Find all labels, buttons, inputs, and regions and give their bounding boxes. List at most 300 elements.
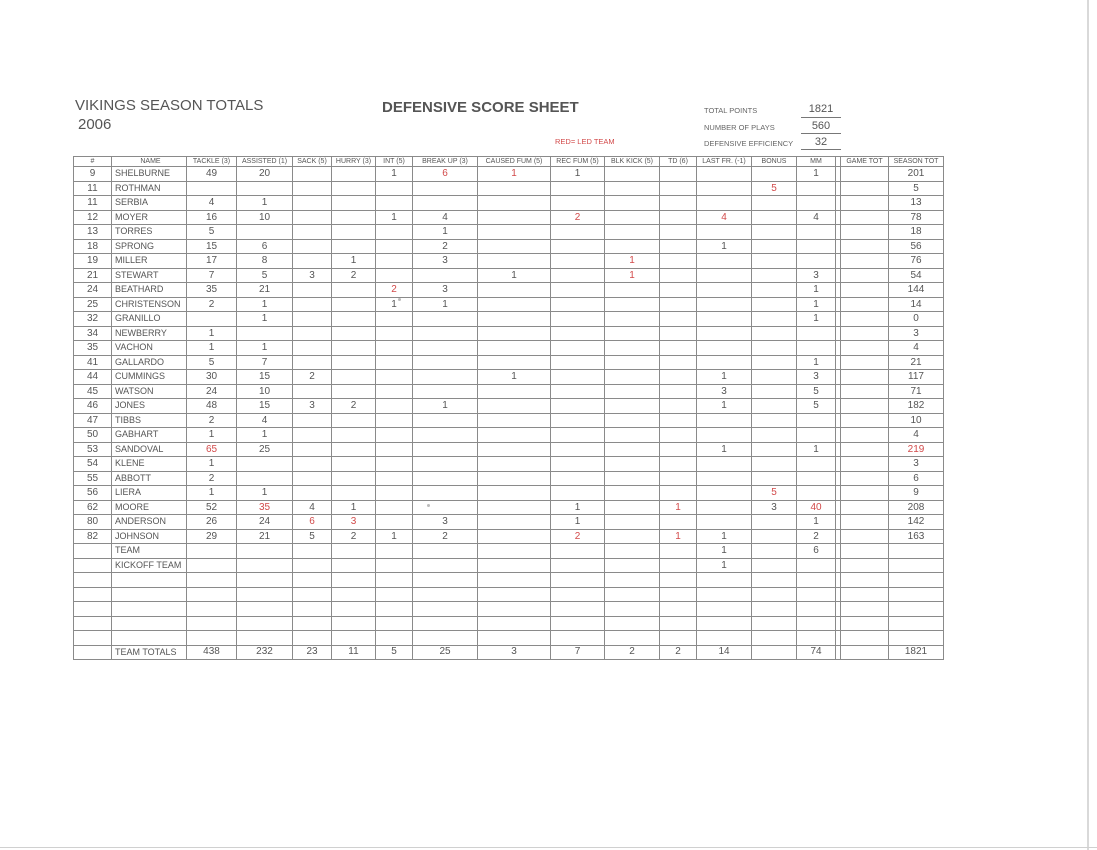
stat-cell: 24 <box>187 384 237 399</box>
stat-cell <box>332 341 376 356</box>
stat-cell <box>752 442 797 457</box>
stat-cell: 21 <box>237 283 293 298</box>
stat-cell: 2 <box>332 268 376 283</box>
stat-cell: 53 <box>74 442 112 457</box>
stat-cell <box>478 529 551 544</box>
stat-cell <box>551 413 605 428</box>
empty-cell <box>413 616 478 631</box>
empty-cell <box>413 631 478 646</box>
stat-cell <box>293 297 332 312</box>
stat-cell <box>293 312 332 327</box>
stat-cell <box>841 428 889 443</box>
stat-cell <box>605 370 660 385</box>
total-cell: 232 <box>237 645 293 659</box>
stat-cell <box>752 254 797 269</box>
column-header: # <box>74 157 112 167</box>
stat-cell <box>841 167 889 182</box>
stat-cell <box>660 355 697 370</box>
stat-cell <box>841 529 889 544</box>
stat-cell <box>605 515 660 530</box>
stat-cell <box>293 428 332 443</box>
stat-cell: 2 <box>413 239 478 254</box>
stat-cell <box>797 341 836 356</box>
stat-cell <box>478 355 551 370</box>
stat-cell: 1 <box>697 239 752 254</box>
empty-row <box>74 573 944 588</box>
empty-cell <box>752 587 797 602</box>
stat-cell <box>697 486 752 501</box>
player-name: WATSON <box>112 384 187 399</box>
stat-cell <box>293 225 332 240</box>
stat-cell: 1 <box>237 428 293 443</box>
column-header: BREAK UP (3) <box>413 157 478 167</box>
stat-cell <box>413 370 478 385</box>
empty-cell <box>237 616 293 631</box>
stat-cell <box>660 210 697 225</box>
stat-cell <box>752 268 797 283</box>
stat-cell <box>605 312 660 327</box>
stat-cell <box>841 210 889 225</box>
stat-cell <box>413 457 478 472</box>
stat-cell <box>889 544 944 559</box>
header-row <box>74 157 944 167</box>
empty-cell <box>74 573 112 588</box>
empty-cell <box>605 631 660 646</box>
stat-cell <box>332 428 376 443</box>
stat-cell <box>797 239 836 254</box>
stat-cell <box>797 428 836 443</box>
total-cell: 2 <box>660 645 697 659</box>
empty-cell <box>376 616 413 631</box>
stat-cell: 46 <box>74 399 112 414</box>
table-row <box>74 558 944 573</box>
empty-cell <box>889 616 944 631</box>
stat-cell <box>376 384 413 399</box>
stat-cell: 1 <box>478 167 551 182</box>
stat-cell <box>478 239 551 254</box>
stat-cell: 47 <box>74 413 112 428</box>
stat-cell <box>551 399 605 414</box>
stat-cell: 1 <box>237 341 293 356</box>
empty-cell <box>752 631 797 646</box>
stat-cell: 62 <box>74 500 112 515</box>
stat-cell <box>413 486 478 501</box>
stat-cell <box>660 486 697 501</box>
empty-cell <box>187 587 237 602</box>
table-row <box>74 399 944 414</box>
stat-cell: 2 <box>187 471 237 486</box>
stat-cell <box>660 326 697 341</box>
empty-cell <box>187 631 237 646</box>
empty-cell <box>413 587 478 602</box>
column-header: ASSISTED (1) <box>237 157 293 167</box>
stat-cell: 17 <box>187 254 237 269</box>
player-name: STEWART <box>112 268 187 283</box>
stat-cell <box>478 442 551 457</box>
stat-cell <box>841 254 889 269</box>
stat-cell <box>841 268 889 283</box>
empty-cell <box>478 631 551 646</box>
stat-cell <box>376 370 413 385</box>
stat-cell <box>697 181 752 196</box>
stat-cell: 2 <box>332 529 376 544</box>
stat-cell: 10 <box>237 210 293 225</box>
stat-cell: 82 <box>74 529 112 544</box>
table-row <box>74 326 944 341</box>
stat-cell <box>605 471 660 486</box>
stat-cell: 3 <box>332 515 376 530</box>
table-row <box>74 341 944 356</box>
stat-cell <box>797 225 836 240</box>
stat-cell <box>605 486 660 501</box>
stat-cell <box>841 384 889 399</box>
empty-cell <box>797 631 836 646</box>
stat-cell <box>478 500 551 515</box>
stat-cell <box>660 384 697 399</box>
stat-cell <box>752 370 797 385</box>
stat-cell: 5 <box>889 181 944 196</box>
stat-cell <box>605 167 660 182</box>
stat-cell <box>413 428 478 443</box>
total-cell <box>74 645 112 659</box>
stat-cell <box>797 471 836 486</box>
stat-cell <box>413 413 478 428</box>
empty-cell <box>841 616 889 631</box>
empty-cell <box>752 616 797 631</box>
empty-cell <box>551 587 605 602</box>
stat-cell: 163 <box>889 529 944 544</box>
stat-cell <box>752 384 797 399</box>
stat-cell: 30 <box>187 370 237 385</box>
stat-cell <box>660 457 697 472</box>
empty-cell <box>74 587 112 602</box>
empty-cell <box>551 573 605 588</box>
stat-cell <box>74 544 112 559</box>
stat-cell <box>752 326 797 341</box>
column-header: BLK KICK (5) <box>605 157 660 167</box>
stat-cell <box>551 558 605 573</box>
stat-cell <box>376 486 413 501</box>
empty-cell <box>551 631 605 646</box>
page-edge-bottom <box>0 847 1097 848</box>
table-row <box>74 428 944 443</box>
stat-cell: 5 <box>797 399 836 414</box>
stat-cell <box>660 167 697 182</box>
stray-mark <box>427 504 430 507</box>
empty-cell <box>605 587 660 602</box>
stat-cell <box>697 268 752 283</box>
stat-cell <box>478 181 551 196</box>
total-cell: 438 <box>187 645 237 659</box>
empty-cell <box>112 631 187 646</box>
stat-cell: 4 <box>237 413 293 428</box>
stat-cell: 1 <box>697 529 752 544</box>
player-name: CHRISTENSON <box>112 297 187 312</box>
stat-cell <box>332 196 376 211</box>
stat-cell: 40 <box>797 500 836 515</box>
stat-cell <box>697 457 752 472</box>
empty-cell <box>413 602 478 617</box>
stat-cell: 18 <box>889 225 944 240</box>
stat-cell: 208 <box>889 500 944 515</box>
stat-cell <box>293 471 332 486</box>
stat-cell: 1 <box>237 312 293 327</box>
stat-cell <box>752 283 797 298</box>
player-name: ANDERSON <box>112 515 187 530</box>
stat-cell <box>605 210 660 225</box>
stat-cell: 6 <box>293 515 332 530</box>
table-row <box>74 413 944 428</box>
player-name: NEWBERRY <box>112 326 187 341</box>
stat-cell <box>332 167 376 182</box>
stat-cell <box>376 268 413 283</box>
stat-cell <box>752 471 797 486</box>
plays-value: 560 <box>811 120 831 132</box>
stat-cell <box>293 210 332 225</box>
stat-cell: 3 <box>797 370 836 385</box>
stat-cell <box>478 413 551 428</box>
empty-cell <box>697 587 752 602</box>
stat-cell <box>413 442 478 457</box>
stat-cell: 4 <box>413 210 478 225</box>
stat-cell <box>797 181 836 196</box>
stat-cell: 5 <box>293 529 332 544</box>
stat-cell: 1 <box>376 210 413 225</box>
stat-cell <box>551 239 605 254</box>
stat-cell <box>841 225 889 240</box>
total-cell: 11 <box>332 645 376 659</box>
stat-cell <box>841 486 889 501</box>
empty-cell <box>237 573 293 588</box>
stat-cell: 44 <box>74 370 112 385</box>
stat-cell: 1 <box>332 254 376 269</box>
player-name: MOORE <box>112 500 187 515</box>
stat-cell <box>376 442 413 457</box>
stat-cell: 2 <box>551 529 605 544</box>
efficiency-label: DEFENSIVE EFFICIENCY <box>704 139 794 148</box>
stat-cell: 1 <box>797 167 836 182</box>
stat-cell: 3 <box>413 283 478 298</box>
stat-cell <box>376 181 413 196</box>
stat-cell <box>605 544 660 559</box>
stat-cell: 12 <box>74 210 112 225</box>
stat-cell <box>478 326 551 341</box>
stat-cell <box>697 515 752 530</box>
empty-cell <box>841 573 889 588</box>
stat-cell <box>841 442 889 457</box>
stat-cell <box>697 225 752 240</box>
stat-cell <box>293 413 332 428</box>
stat-cell <box>752 196 797 211</box>
stat-cell: 11 <box>74 196 112 211</box>
stat-cell: 2 <box>187 413 237 428</box>
column-header: SACK (5) <box>293 157 332 167</box>
stat-cell <box>376 413 413 428</box>
stat-cell <box>752 210 797 225</box>
stat-cell: 1 <box>187 486 237 501</box>
table-row <box>74 268 944 283</box>
stat-cell: 8 <box>237 254 293 269</box>
stat-cell: 13 <box>74 225 112 240</box>
stat-cell <box>697 355 752 370</box>
total-cell <box>841 645 889 659</box>
stat-cell <box>376 326 413 341</box>
stat-cell: 56 <box>889 239 944 254</box>
stat-cell <box>478 297 551 312</box>
stat-cell <box>332 486 376 501</box>
table-row <box>74 515 944 530</box>
stat-cell: 11 <box>74 181 112 196</box>
sheet-title: DEFENSIVE SCORE SHEET <box>382 99 579 116</box>
player-name: ROTHMAN <box>112 181 187 196</box>
empty-cell <box>478 616 551 631</box>
stat-cell: 1 <box>187 457 237 472</box>
underline <box>801 117 841 118</box>
stat-cell: 1 <box>551 167 605 182</box>
stat-cell: 49 <box>187 167 237 182</box>
stat-cell <box>237 225 293 240</box>
stat-cell <box>797 457 836 472</box>
empty-cell <box>74 631 112 646</box>
plays-label: NUMBER OF PLAYS <box>704 123 775 132</box>
empty-cell <box>752 602 797 617</box>
stat-cell <box>697 297 752 312</box>
stat-cell: 219 <box>889 442 944 457</box>
stat-cell: 2 <box>551 210 605 225</box>
stat-cell <box>605 442 660 457</box>
stat-cell <box>551 283 605 298</box>
stat-cell <box>841 500 889 515</box>
empty-cell <box>237 602 293 617</box>
stat-cell: 1 <box>551 500 605 515</box>
stat-cell: 15 <box>237 399 293 414</box>
empty-cell <box>841 602 889 617</box>
stat-cell <box>551 181 605 196</box>
stat-cell <box>697 283 752 298</box>
stat-cell: 54 <box>889 268 944 283</box>
empty-cell <box>660 587 697 602</box>
underline <box>801 133 841 134</box>
stat-cell <box>237 457 293 472</box>
stat-cell <box>376 399 413 414</box>
stat-cell: 0 <box>889 312 944 327</box>
player-name: KICKOFF TEAM <box>112 558 187 573</box>
stat-cell: 20 <box>237 167 293 182</box>
stat-cell <box>551 254 605 269</box>
player-name: JOHNSON <box>112 529 187 544</box>
stat-cell: 78 <box>889 210 944 225</box>
stat-cell <box>478 515 551 530</box>
stat-cell <box>293 544 332 559</box>
stat-cell <box>293 326 332 341</box>
stat-cell <box>752 558 797 573</box>
stat-cell <box>551 384 605 399</box>
player-name: KLENE <box>112 457 187 472</box>
stat-cell: 3 <box>413 515 478 530</box>
stat-cell <box>605 500 660 515</box>
stat-cell <box>478 471 551 486</box>
stat-cell: 4 <box>889 428 944 443</box>
stat-cell <box>332 210 376 225</box>
stat-cell <box>187 544 237 559</box>
stat-cell <box>660 413 697 428</box>
stat-cell: 5 <box>237 268 293 283</box>
player-name: GRANILLO <box>112 312 187 327</box>
stat-cell: 2 <box>332 399 376 414</box>
stat-cell: 6 <box>413 167 478 182</box>
stat-cell <box>376 254 413 269</box>
empty-cell <box>413 573 478 588</box>
table-row <box>74 384 944 399</box>
stat-cell <box>376 239 413 254</box>
stat-cell: 10 <box>889 413 944 428</box>
total-cell: 2 <box>605 645 660 659</box>
stat-cell: 144 <box>889 283 944 298</box>
empty-cell <box>752 573 797 588</box>
stat-cell: 7 <box>237 355 293 370</box>
stat-cell: 24 <box>237 515 293 530</box>
stat-cell <box>797 558 836 573</box>
empty-cell <box>293 602 332 617</box>
stat-cell <box>660 399 697 414</box>
stat-cell <box>551 225 605 240</box>
stat-cell: 55 <box>74 471 112 486</box>
empty-cell <box>605 616 660 631</box>
stat-cell: 18 <box>74 239 112 254</box>
stat-cell: 65 <box>187 442 237 457</box>
empty-cell <box>797 602 836 617</box>
stat-cell <box>660 558 697 573</box>
stat-cell: 9 <box>74 167 112 182</box>
underline <box>801 149 841 150</box>
stat-cell <box>697 312 752 327</box>
stat-cell <box>478 254 551 269</box>
stat-cell <box>841 297 889 312</box>
stat-cell <box>841 457 889 472</box>
stat-cell: 54 <box>74 457 112 472</box>
stat-cell <box>797 196 836 211</box>
stat-cell <box>660 268 697 283</box>
total-cell: 5 <box>376 645 413 659</box>
player-name: VACHON <box>112 341 187 356</box>
stat-cell <box>413 268 478 283</box>
table-row <box>74 471 944 486</box>
player-name: TIBBS <box>112 413 187 428</box>
stat-cell <box>605 181 660 196</box>
stat-cell: 71 <box>889 384 944 399</box>
stat-cell <box>697 341 752 356</box>
stat-cell <box>841 341 889 356</box>
empty-cell <box>478 602 551 617</box>
stat-cell <box>293 384 332 399</box>
stat-cell: 1 <box>660 500 697 515</box>
empty-cell <box>74 602 112 617</box>
stat-cell <box>697 167 752 182</box>
table-row <box>74 210 944 225</box>
column-header: REC FUM (5) <box>551 157 605 167</box>
player-name: TORRES <box>112 225 187 240</box>
stat-cell <box>478 196 551 211</box>
total-cell: 7 <box>551 645 605 659</box>
stat-cell: 1 <box>697 558 752 573</box>
player-name: CUMMINGS <box>112 370 187 385</box>
stat-cell: 19 <box>74 254 112 269</box>
stat-cell <box>74 558 112 573</box>
empty-cell <box>551 602 605 617</box>
stat-cell <box>413 500 478 515</box>
stat-cell <box>752 428 797 443</box>
stat-cell: 3 <box>697 384 752 399</box>
